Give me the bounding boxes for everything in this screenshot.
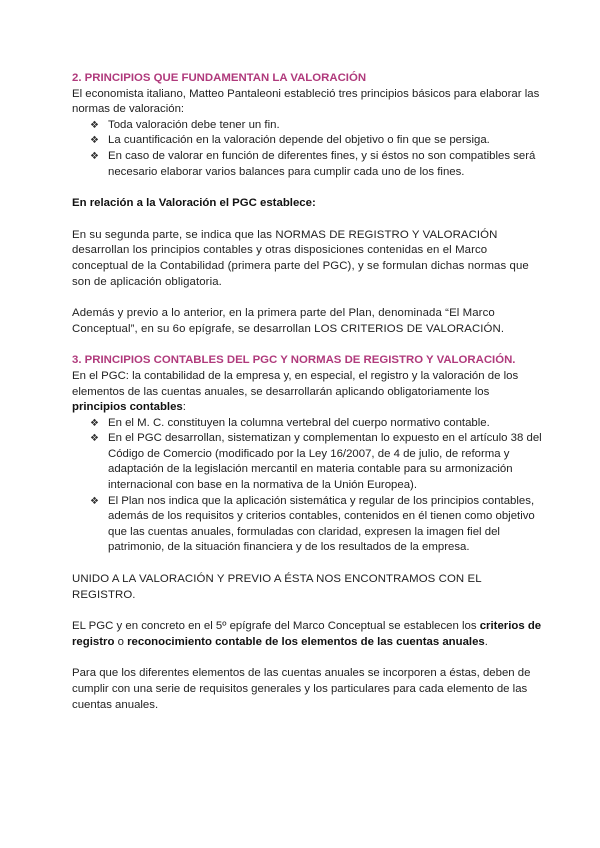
section-2-heading: 2. PRINCIPIOS QUE FUNDAMENTAN LA VALORACIÓN [72, 72, 367, 84]
list-item-text: En caso de valorar en función de diferentes fines, y si éstos no son compatibles será necesario elaborar varios balances para cumplir cada uno de los fines. [108, 149, 536, 178]
section-3-intro [72, 369, 544, 416]
pgc-subheading: En relación a la Valoración el PGC establece: [72, 197, 316, 210]
diamond-bullet-icon: ❖ [90, 119, 99, 131]
criterios-de-registro-term: criterios de registro [72, 620, 542, 648]
principios-contables-term: principios contables [72, 401, 183, 414]
diamond-bullet-icon: ❖ [90, 495, 99, 507]
pgc-paragraph-2: Además y previo a lo anterior, en la primera parte del Plan, denominada “El Marco Conceptual”, en su 6o epígrafe, se desarrollan LOS CRITERIOS DE VALORACIÓN. [72, 307, 505, 335]
diamond-bullet-icon: ❖ [90, 433, 99, 445]
list-item-text: La cuantificación en la valoración depende del objetivo o fin que se persiga. [108, 134, 490, 147]
final-paragraph: Para que los diferentes elementos de las cuentas anuales se incorporen a éstas, deben de cumplir con una serie de requisitos generales y los particulares para cada elemento de las cuentas anuales. [72, 667, 531, 711]
registro-text-start: EL PGC y en concreto en el 5º epígrafe del Marco Conceptual se establecen los [72, 620, 477, 633]
section-3-intro-text: En el PGC: la contabilidad de la empresa y, en especial, el registro y la valoración de los elementos de las cuentas anuales, se desarrollarán aplicando obligatoriamente los [72, 369, 519, 398]
registro-text-mid: o [117, 635, 124, 648]
list-item-text: Toda valoración debe tener un fin. [108, 118, 280, 131]
pgc-paragraph-1: En su segunda parte, se indica que las NORMAS DE REGISTRO Y VALORACIÓN desarrollan los principios contables y otras disposiciones contenidas en el Marco conceptual de la Contabilidad (primera parte del PGC), y se formulan dichas normas que son de aplicación obligatoria. [72, 228, 529, 288]
list-item-text: En el PGC desarrollan, sistematizan y complementan lo expuesto en el artículo 38 del Código de Comercio (modificado por la Ley 16/2007, de 4 de julio, de reforma y adaptación de la legislación mercantil en materia contable para su armonización internacional con base en la normativa de la Unión Europea). [108, 432, 542, 492]
section-2-bullet-list [72, 118, 544, 180]
section-2-intro: El economista italiano, Matteo Pantaleoni estableció tres principios básicos para elaborar las normas de valoración: [72, 87, 540, 116]
list-item-text: En el M. C. constituyen la columna vertebral del cuerpo normativo contable. [108, 416, 490, 429]
registro-text-end: . [484, 635, 488, 648]
registro-caps-paragraph: UNIDO A LA VALORACIÓN Y PREVIO A ÉSTA NOS ENCONTRAMOS CON EL REGISTRO. [72, 573, 482, 601]
list-item-text: El Plan nos indica que la aplicación sistemática y regular de los principios contables, además de los requisitos y criterios contables, contenidos en él tienen como objetivo que las cuentas anuales, formuladas con claridad, expresen la imagen fiel del patrimonio, de la situación financiera y de los resultados de la empresa. [108, 494, 535, 554]
list-item [90, 431, 544, 493]
registro-paragraph [72, 619, 544, 650]
section-3-heading: 3. PRINCIPIOS CONTABLES DEL PGC Y NORMAS DE REGISTRO Y VALORACIÓN. [72, 354, 516, 367]
diamond-bullet-icon: ❖ [90, 417, 99, 429]
diamond-bullet-icon: ❖ [90, 135, 99, 147]
list-item [90, 149, 544, 180]
list-item [90, 133, 544, 149]
list-item [90, 416, 544, 432]
list-item [90, 118, 544, 134]
diamond-bullet-icon: ❖ [90, 150, 99, 162]
section-3-bullet-list [72, 416, 544, 556]
section-3-intro-end: : [182, 401, 186, 414]
list-item [90, 494, 544, 556]
reconocimiento-contable-term: reconocimiento contable de los elementos de las cuentas anuales [127, 635, 485, 648]
